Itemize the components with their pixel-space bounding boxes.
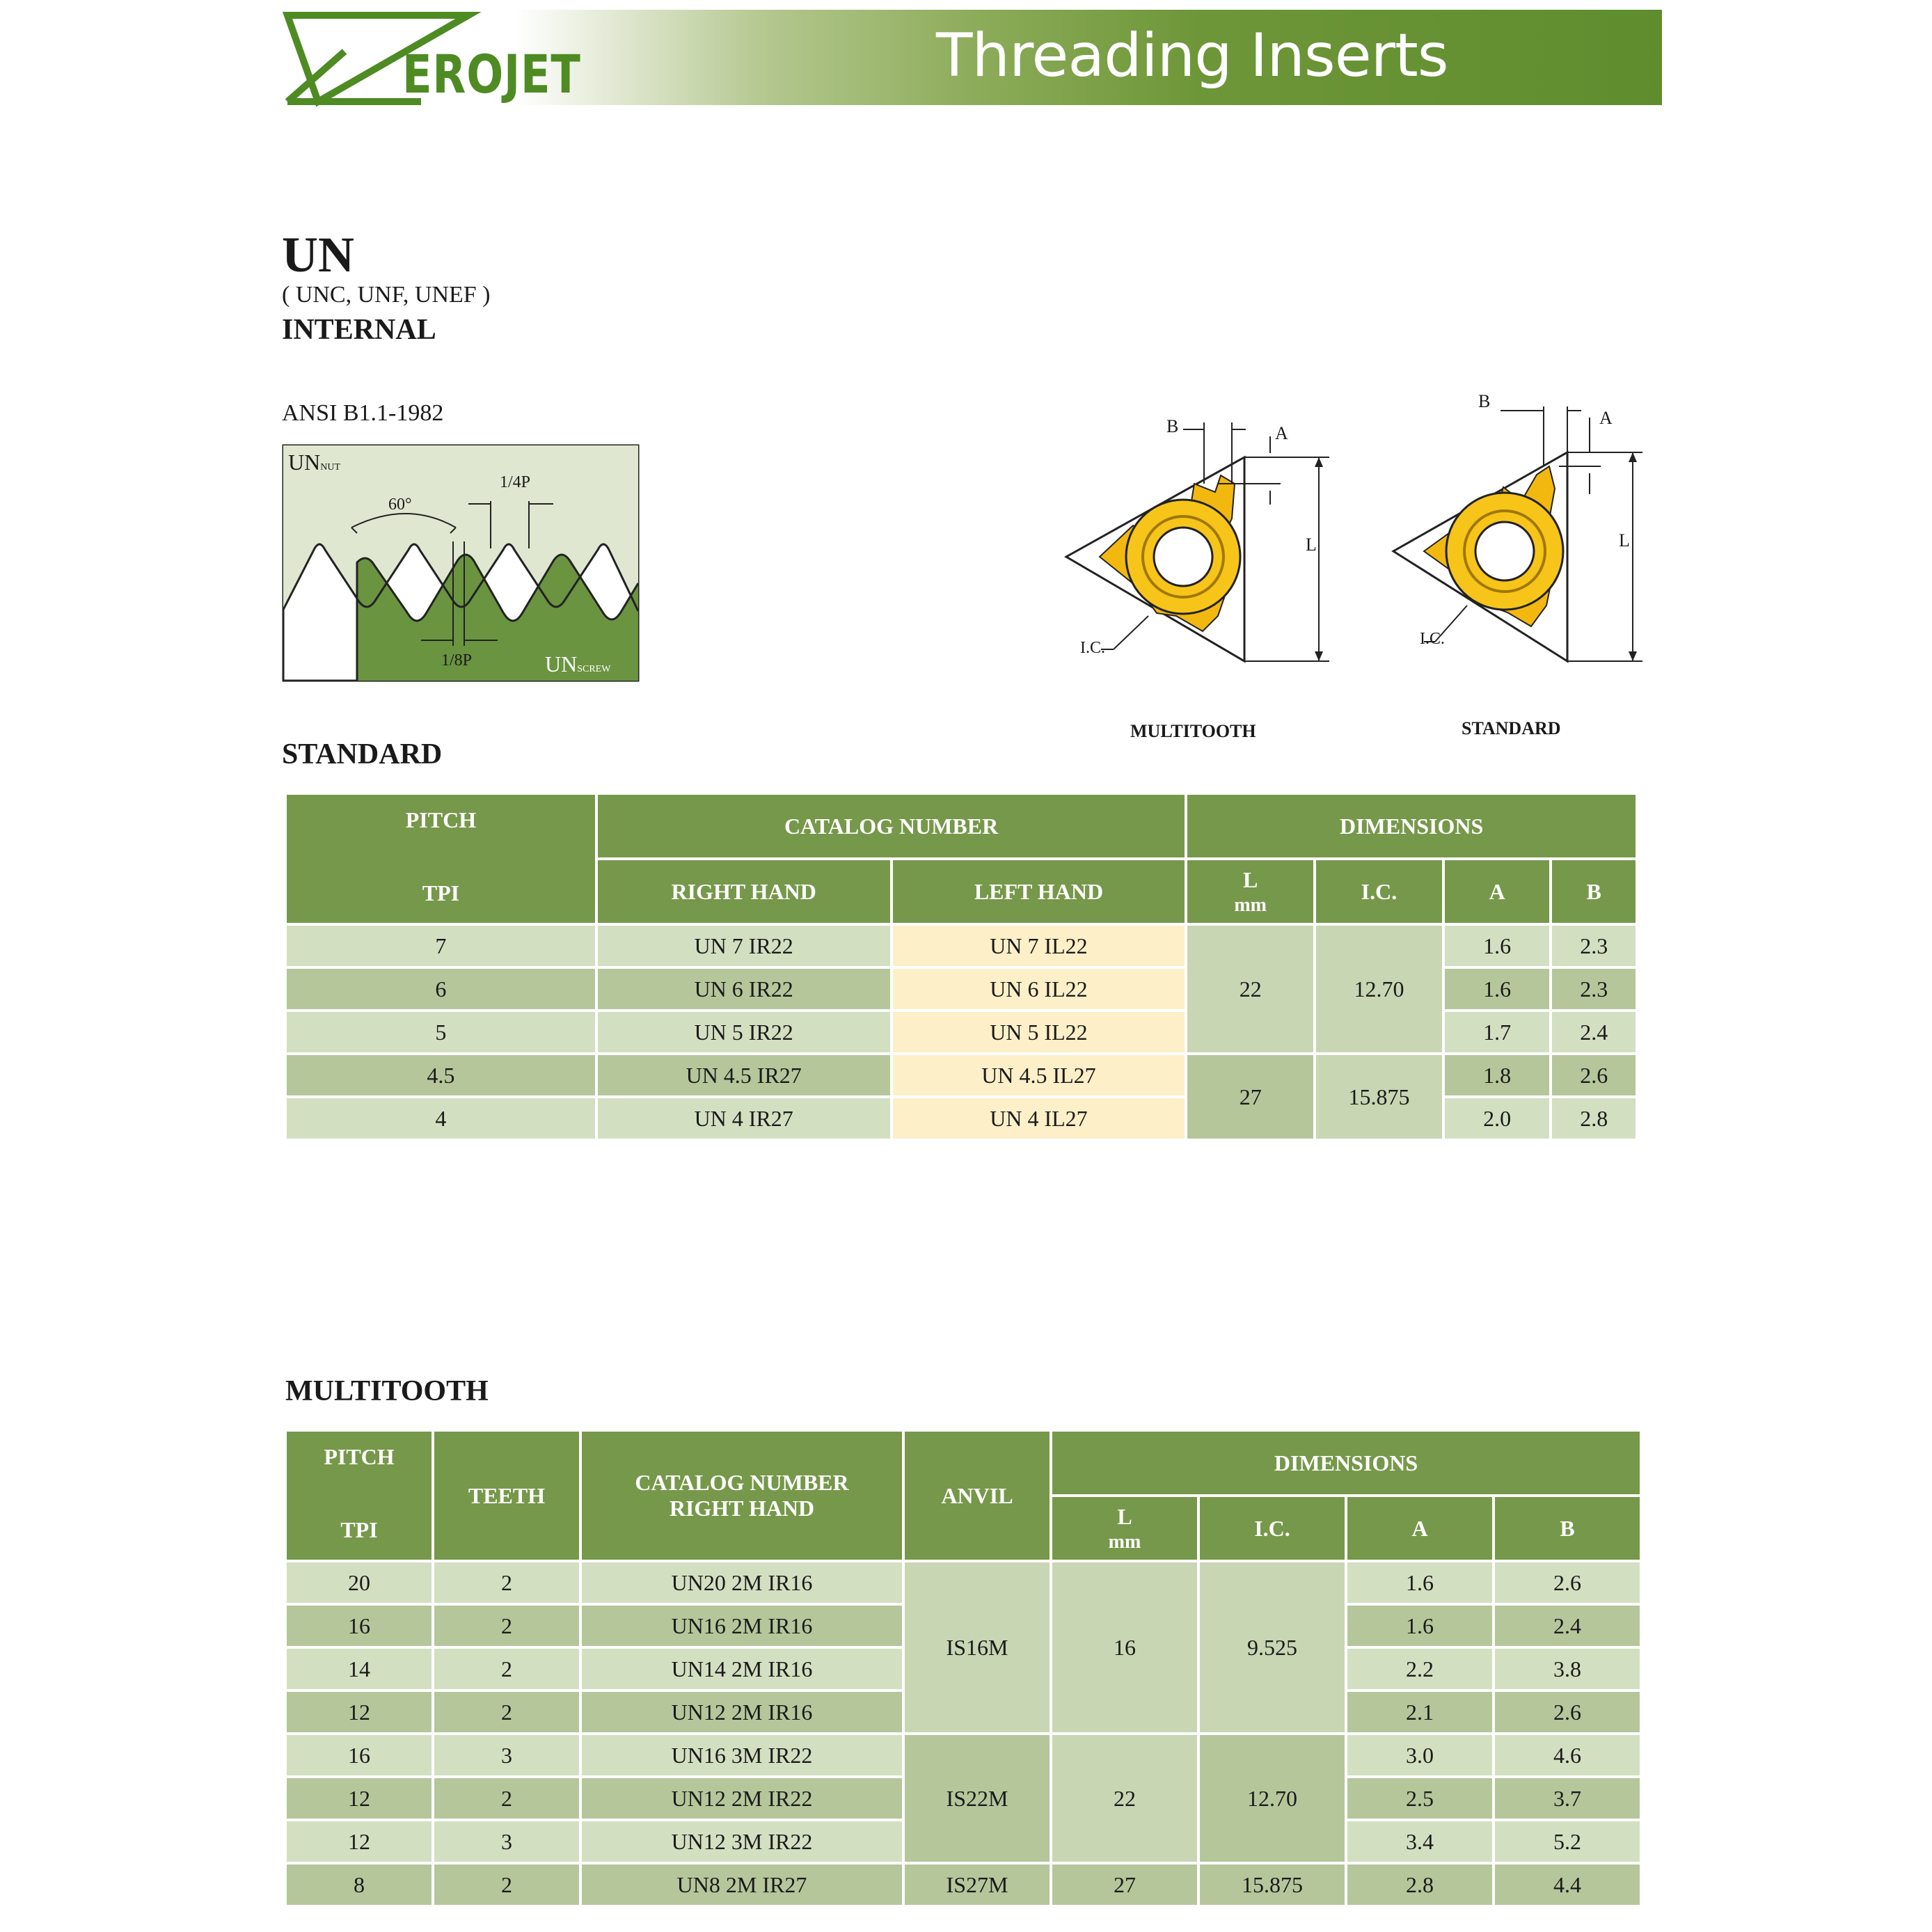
b-cell: 2.3	[1552, 926, 1636, 966]
nut-label: UNNUT	[288, 450, 340, 475]
multitooth-l-label: L	[1306, 535, 1317, 555]
header-dimensions: DIMENSIONS	[1187, 795, 1636, 857]
catalog-cell: UN12 2M IR22	[582, 1778, 902, 1819]
a-cell: 1.6	[1347, 1606, 1492, 1646]
b-cell: 2.4	[1552, 1012, 1636, 1052]
b-cell: 2.6	[1552, 1055, 1636, 1095]
tpi-cell: 6	[287, 969, 595, 1009]
left-hand-cell: UN 4 IL27	[893, 1098, 1185, 1139]
right-hand-cell: UN 5 IR22	[598, 1012, 890, 1052]
standard-l-label: L	[1619, 530, 1630, 551]
header-a: A	[1347, 1497, 1492, 1560]
b-cell: 4.6	[1495, 1735, 1640, 1775]
a-cell: 2.8	[1347, 1864, 1492, 1905]
multitooth-ic-label: I.C.	[1080, 639, 1105, 657]
a-cell: 2.2	[1347, 1649, 1492, 1689]
header-pitch-tpi: PITCH TPI	[287, 1432, 431, 1560]
b-cell: 2.6	[1495, 1692, 1640, 1732]
a-cell: 1.6	[1445, 969, 1550, 1009]
a-cell: 1.6	[1445, 926, 1550, 966]
table-row	[287, 926, 1636, 966]
multitooth-caption: MULTITOOTH	[1130, 721, 1256, 741]
tpi-cell: 5	[287, 1012, 595, 1052]
teeth-cell: 2	[434, 1692, 579, 1732]
right-hand-cell: UN 4 IR27	[598, 1098, 890, 1139]
header-l: L mm	[1187, 860, 1313, 923]
table-row	[287, 1735, 1640, 1775]
catalog-cell: UN20 2M IR16	[582, 1562, 902, 1603]
eighth-pitch-label: 1/8P	[441, 651, 473, 670]
multitooth-b-label: B	[1166, 416, 1179, 436]
left-hand-cell: UN 6 IL22	[893, 969, 1185, 1009]
thread-profile-diagram	[282, 444, 640, 682]
header-a: A	[1445, 860, 1550, 923]
ic-cell: 9.525	[1200, 1562, 1345, 1732]
teeth-cell: 2	[434, 1778, 579, 1819]
right-hand-cell: UN 4.5 IR27	[598, 1055, 890, 1095]
b-cell: 2.3	[1552, 969, 1636, 1009]
tpi-cell: 7	[287, 926, 595, 966]
tpi-cell: 4.5	[287, 1055, 595, 1095]
multitooth-insert-diagram	[1058, 414, 1336, 672]
multitooth-table	[284, 1429, 1642, 1908]
section-title: UN	[282, 227, 354, 283]
a-cell: 1.8	[1445, 1055, 1550, 1095]
tpi-cell: 12	[287, 1692, 431, 1732]
standard-a-label: A	[1599, 408, 1613, 428]
brand-name: EROJET	[402, 43, 581, 105]
teeth-cell: 3	[434, 1735, 579, 1775]
header-teeth: TEETH	[434, 1432, 579, 1560]
multitooth-a-label: A	[1275, 423, 1288, 443]
a-cell: 2.5	[1347, 1778, 1492, 1819]
header-dimensions: DIMENSIONS	[1052, 1432, 1640, 1494]
a-cell: 2.0	[1445, 1098, 1550, 1139]
right-hand-cell: UN 7 IR22	[598, 926, 890, 966]
header-right-hand: RIGHT HAND	[598, 860, 890, 923]
catalog-cell: UN14 2M IR16	[582, 1649, 902, 1689]
a-cell: 1.7	[1445, 1012, 1550, 1052]
ic-cell: 15.875	[1200, 1864, 1345, 1905]
section-subtitle: ( UNC, UNF, UNEF )	[282, 282, 491, 308]
b-cell: 4.4	[1495, 1864, 1640, 1905]
section-type: INTERNAL	[282, 314, 436, 346]
header-pitch-tpi: PITCH TPI	[287, 795, 595, 923]
left-hand-cell: UN 5 IL22	[893, 1012, 1185, 1052]
anvil-cell: IS27M	[905, 1864, 1050, 1905]
a-cell: 2.1	[1347, 1692, 1492, 1732]
anvil-cell: IS16M	[905, 1562, 1050, 1732]
catalog-cell: UN16 3M IR22	[582, 1735, 902, 1775]
header-catalog-number: CATALOG NUMBER RIGHT HAND	[582, 1432, 902, 1560]
catalog-cell: UN8 2M IR27	[582, 1864, 902, 1905]
ic-cell: 12.70	[1200, 1735, 1345, 1862]
l-cell: 22	[1187, 926, 1313, 1052]
right-hand-cell: UN 6 IR22	[598, 969, 890, 1009]
b-cell: 3.7	[1495, 1778, 1640, 1819]
teeth-cell: 2	[434, 1562, 579, 1603]
teeth-cell: 2	[434, 1864, 579, 1905]
standard-caption: STANDARD	[1462, 718, 1561, 738]
tpi-cell: 16	[287, 1735, 431, 1775]
left-hand-cell: UN 4.5 IL27	[893, 1055, 1185, 1095]
catalog-cell: UN16 2M IR16	[582, 1606, 902, 1646]
b-cell: 2.6	[1495, 1562, 1640, 1603]
a-cell: 1.6	[1347, 1562, 1492, 1603]
catalog-cell: UN12 2M IR16	[582, 1692, 902, 1732]
header-l: L mm	[1052, 1497, 1197, 1560]
screw-label: UNSCREW	[545, 651, 611, 676]
multitooth-table-title: MULTITOOTH	[285, 1375, 489, 1407]
table-row	[287, 1055, 1636, 1095]
table-row	[287, 1562, 1640, 1603]
b-cell: 3.8	[1495, 1649, 1640, 1689]
tpi-cell: 12	[287, 1778, 431, 1819]
l-cell: 16	[1052, 1562, 1197, 1732]
a-cell: 3.0	[1347, 1735, 1492, 1775]
standard-b-label: B	[1478, 391, 1491, 411]
teeth-cell: 2	[434, 1649, 579, 1689]
tpi-cell: 4	[287, 1098, 595, 1139]
angle-label: 60°	[388, 496, 412, 514]
header-left-hand: LEFT HAND	[893, 860, 1185, 923]
header-b: B	[1552, 860, 1636, 923]
quarter-pitch-label: 1/4P	[500, 473, 531, 491]
standard-table-title: STANDARD	[282, 738, 443, 770]
header-ic: I.C.	[1316, 860, 1442, 923]
table-row	[287, 1864, 1640, 1905]
teeth-cell: 2	[434, 1606, 579, 1646]
ic-cell: 15.875	[1316, 1055, 1442, 1139]
page-title: Threading Inserts	[936, 21, 1448, 90]
header-b: B	[1495, 1497, 1640, 1560]
standard-reference: ANSI B1.1-1982	[282, 400, 444, 426]
standard-table	[284, 792, 1638, 1141]
tpi-cell: 16	[287, 1606, 431, 1646]
tpi-cell: 12	[287, 1821, 431, 1862]
header-anvil: ANVIL	[905, 1432, 1050, 1560]
catalog-cell: UN12 3M IR22	[582, 1821, 902, 1862]
l-cell: 27	[1052, 1864, 1197, 1905]
tpi-cell: 20	[287, 1562, 431, 1603]
header-catalog-number: CATALOG NUMBER	[598, 795, 1185, 857]
a-cell: 3.4	[1347, 1821, 1492, 1862]
teeth-cell: 3	[434, 1821, 579, 1862]
b-cell: 2.8	[1552, 1098, 1636, 1139]
left-hand-cell: UN 7 IL22	[893, 926, 1185, 966]
tpi-cell: 14	[287, 1649, 431, 1689]
l-cell: 27	[1187, 1055, 1313, 1139]
b-cell: 2.4	[1495, 1606, 1640, 1646]
ic-cell: 12.70	[1316, 926, 1442, 1052]
b-cell: 5.2	[1495, 1821, 1640, 1862]
header-ic: I.C.	[1200, 1497, 1345, 1560]
l-cell: 22	[1052, 1735, 1197, 1862]
tpi-cell: 8	[287, 1864, 431, 1905]
anvil-cell: IS22M	[905, 1735, 1050, 1862]
standard-ic-label: I.C.	[1420, 630, 1445, 648]
